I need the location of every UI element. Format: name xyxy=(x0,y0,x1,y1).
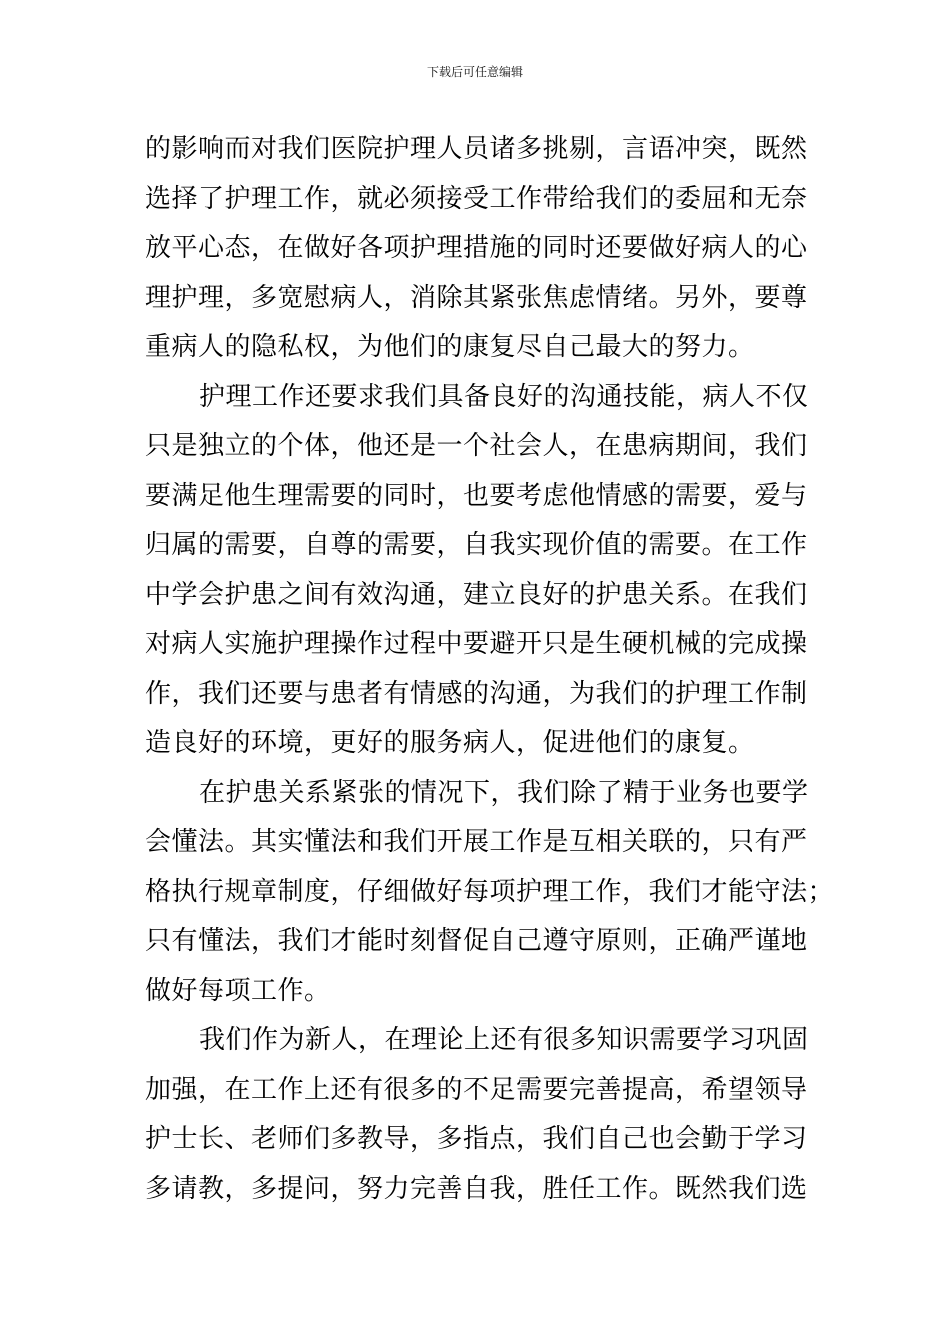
paragraph xyxy=(145,769,835,1017)
text-line: 要满足他生理需要的同时，也要考虑他情感的需要，爱与 xyxy=(145,480,808,511)
text-line: 对病人实施护理操作过程中要避开只是生硬机械的完成操 xyxy=(145,629,808,659)
paragraph xyxy=(145,125,810,373)
document-body xyxy=(145,125,835,1214)
page-header: 下载后可任意编辑 xyxy=(426,65,523,79)
text-line: 只是独立的个体，他还是一个社会人，在患病期间，我们 xyxy=(145,431,808,461)
text-line: 护士长、老师们多教导，多指点，我们自己也会勤于学习 xyxy=(145,1124,808,1154)
text-line: 我们作为新人，在理论上还有很多知识需要学习巩固 xyxy=(199,1025,809,1055)
paragraph xyxy=(145,1016,810,1214)
text-line: 会懂法。其实懂法和我们开展工作是互相关联的，只有严 xyxy=(145,827,808,857)
text-line: 只有懂法，我们才能时刻督促自己遵守原则，正确严谨地 xyxy=(145,926,808,956)
paragraph xyxy=(145,373,810,769)
text-line: 的影响而对我们医院护理人员诸多挑剔，言语冲突，既然 xyxy=(145,134,808,164)
text-line: 放平心态，在做好各项护理措施的同时还要做好病人的心 xyxy=(145,233,808,263)
text-line: 做好每项工作。 xyxy=(145,975,331,1006)
text-line: 护理工作还要求我们具备良好的沟通技能，病人不仅 xyxy=(199,381,809,412)
text-line: 造良好的环境，更好的服务病人，促进他们的康复。 xyxy=(145,728,755,758)
text-line: 重病人的隐私权，为他们的康复尽自己最大的努力。 xyxy=(145,332,755,362)
text-line: 理护理，多宽慰病人，消除其紧张焦虑情绪。另外，要尊 xyxy=(145,282,808,313)
text-line: 多请教，多提问，努力完善自我，胜任工作。既然我们选 xyxy=(145,1173,808,1204)
text-line: 归属的需要，自尊的需要，自我实现价值的需要。在工作 xyxy=(145,530,808,560)
text-line: 中学会护患之间有效沟通，建立良好的护患关系。在我们 xyxy=(145,579,808,610)
text-line: 选择了护理工作，就必须接受工作带给我们的委屈和无奈 xyxy=(145,183,808,214)
text-line: 在护患关系紧张的情况下，我们除了精于业务也要学 xyxy=(199,777,809,808)
text-line: 格执行规章制度，仔细做好每项护理工作，我们才能守法； xyxy=(145,876,835,907)
text-line: 加强，在工作上还有很多的不足需要完善提高，希望领导 xyxy=(145,1074,808,1105)
text-line: 作，我们还要与患者有情感的沟通，为我们的护理工作制 xyxy=(145,678,808,709)
